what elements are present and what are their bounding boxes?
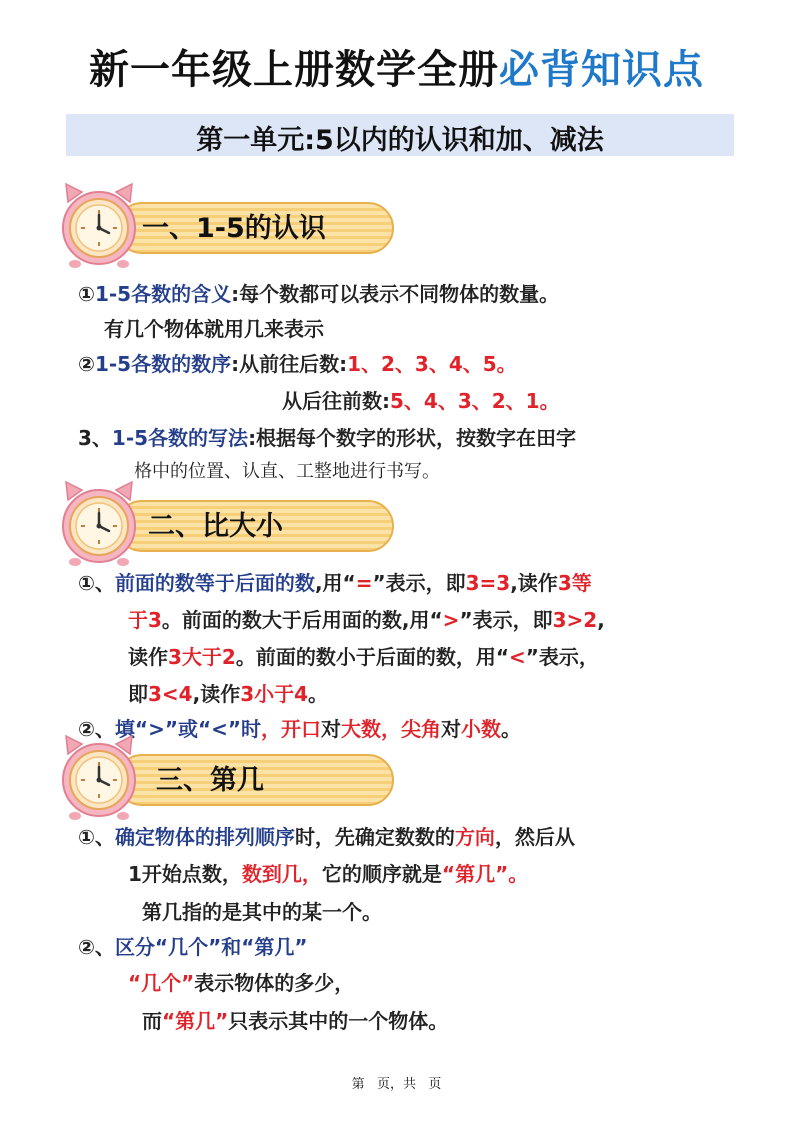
s3-line-6 — [142, 1005, 448, 1034]
s3-line-2 — [128, 858, 528, 887]
section-1-badge — [60, 180, 350, 272]
s2-l4-a: 即 — [128, 682, 148, 706]
s2-l3-c: 。前面的数小于后面的数，用“ — [235, 645, 509, 669]
s2-l1-b: 前面的数等于后面的数 — [114, 571, 315, 595]
s1-item-1-num: ① — [78, 282, 95, 306]
s3-l1-a: ①、 — [78, 825, 115, 849]
s2-l1-e: ”表示，即 — [372, 571, 466, 595]
s2-l1-g: ,读作 — [510, 571, 558, 595]
s2-l5-d: 开口 — [281, 717, 322, 741]
s1-item-1-term: 1-5各数的含义 — [94, 282, 232, 306]
s2-l5-b: 填“>”或“<”时 — [114, 717, 262, 741]
s2-line-1 — [78, 567, 592, 596]
s1-item-1-cont: 有几个物体就用几来表示 — [104, 317, 324, 341]
s3-l4-a: ②、 — [78, 935, 115, 959]
s2-l1-a: ①、 — [78, 571, 115, 595]
s2-l2-e: 3>2 — [552, 608, 598, 632]
s1-item-2-seq: 1、2、3、4、5。 — [347, 352, 517, 376]
s2-l4-b: 3<4 — [148, 682, 193, 706]
s2-l3-b: 3大于2 — [168, 645, 236, 669]
title-main: 新一年级上册数学全册 — [89, 47, 499, 93]
s3-line-4 — [78, 931, 308, 960]
s1-item-2-text2: 从后往前数: — [282, 389, 390, 413]
s2-l2-c: > — [442, 608, 460, 632]
s3-l1-b: 确定物体的排列顺序 — [114, 825, 295, 849]
s2-l1-h: 3等 — [557, 571, 592, 595]
s2-l5-j: 小数 — [461, 717, 502, 741]
section-2-badge — [60, 478, 350, 570]
s3-l5-a: “几个” — [128, 971, 195, 995]
s3-l2-d: “第几”。 — [441, 862, 529, 886]
page-footer: 第 页，共 页 — [351, 1077, 442, 1092]
s2-l4-d: 3小于4 — [240, 682, 309, 706]
s2-l5-i: 对 — [441, 717, 462, 741]
s2-line-4 — [128, 678, 328, 707]
s2-l3-e: ”表示， — [525, 645, 599, 669]
s3-l2-b: 数到几， — [241, 862, 322, 886]
s2-l2-f: , — [597, 608, 605, 632]
section-2-heading: 二、比大小 — [148, 511, 283, 542]
s2-l3-a: 读作 — [128, 645, 168, 669]
s2-l5-k: 。 — [501, 717, 522, 741]
s2-l1-d: = — [355, 571, 373, 595]
unit-header: 第一单元:5以内的认识和加、减法 — [196, 125, 604, 156]
s2-l4-c: ,读作 — [192, 682, 241, 706]
s1-item-3-text: :根据每个数字的形状，按数字在田字 — [248, 426, 577, 450]
s1-item-2-cont — [282, 385, 560, 414]
s1-item-3-term: 1-5各数的写法 — [111, 426, 249, 450]
s3-l6-b: “第几” — [162, 1009, 229, 1033]
s2-l5-g: ， — [381, 717, 402, 741]
s1-item-2-num: ② — [78, 352, 95, 376]
s2-l5-f: 大数 — [341, 717, 382, 741]
s1-item-2-text: :从前往后数: — [231, 352, 348, 376]
s1-item-3-cont: 格中的位置、认直、工整地进行书写。 — [134, 461, 440, 482]
s3-l2-c: 它的顺序就是 — [321, 862, 442, 886]
s1-item-2-seq2: 5、4、3、2、1。 — [390, 389, 560, 413]
section-3-heading: 三、第几 — [156, 765, 264, 796]
s2-l5-e: 对 — [321, 717, 342, 741]
s2-l2-d: ”表示，即 — [459, 608, 553, 632]
page-title — [0, 38, 793, 95]
s1-item-2 — [78, 348, 517, 377]
s1-item-1 — [78, 278, 559, 307]
s2-l4-e: 。 — [308, 682, 329, 706]
s2-l5-c: ， — [261, 717, 282, 741]
s3-line-5 — [128, 967, 354, 996]
s2-l5-a: ②、 — [78, 717, 115, 741]
s2-l1-f: 3=3 — [465, 571, 511, 595]
s3-l1-c: 时，先确定数数的 — [294, 825, 455, 849]
s3-line-1 — [78, 821, 575, 850]
s3-l2-a: 1开始点数， — [128, 862, 242, 886]
s2-l5-h: 尖角 — [401, 717, 442, 741]
s3-l1-d: 方向 — [454, 825, 495, 849]
s2-l2-b: 。前面的数大于后用面的数,用“ — [161, 608, 443, 632]
s3-l4-b: 区分“几个”和“第几” — [114, 935, 308, 959]
s2-l2-a: 于3 — [128, 608, 162, 632]
title-highlight: 必背知识点 — [499, 47, 704, 93]
s2-l1-c: ,用“ — [314, 571, 356, 595]
s1-item-3-num: 3、 — [78, 426, 112, 450]
s3-l6-a: 而 — [142, 1009, 162, 1033]
s1-item-3 — [78, 422, 576, 451]
s2-line-2 — [128, 604, 605, 633]
section-3-badge — [60, 732, 350, 824]
s3-l1-e: ，然后从 — [494, 825, 575, 849]
s1-item-2-term: 1-5各数的数序 — [94, 352, 232, 376]
s1-item-1-text: :每个数都可以表示不同物体的数量。 — [231, 282, 560, 306]
section-1-heading: 一、1-5的认识 — [142, 213, 326, 244]
s3-l6-c: 只表示其中的一个物体。 — [228, 1009, 449, 1033]
s3-line-3: 第几指的是其中的某一个。 — [142, 900, 382, 924]
s2-line-3 — [128, 641, 599, 670]
s3-l5-b: 表示物体的多少， — [194, 971, 355, 995]
s2-l3-d: < — [509, 645, 526, 669]
